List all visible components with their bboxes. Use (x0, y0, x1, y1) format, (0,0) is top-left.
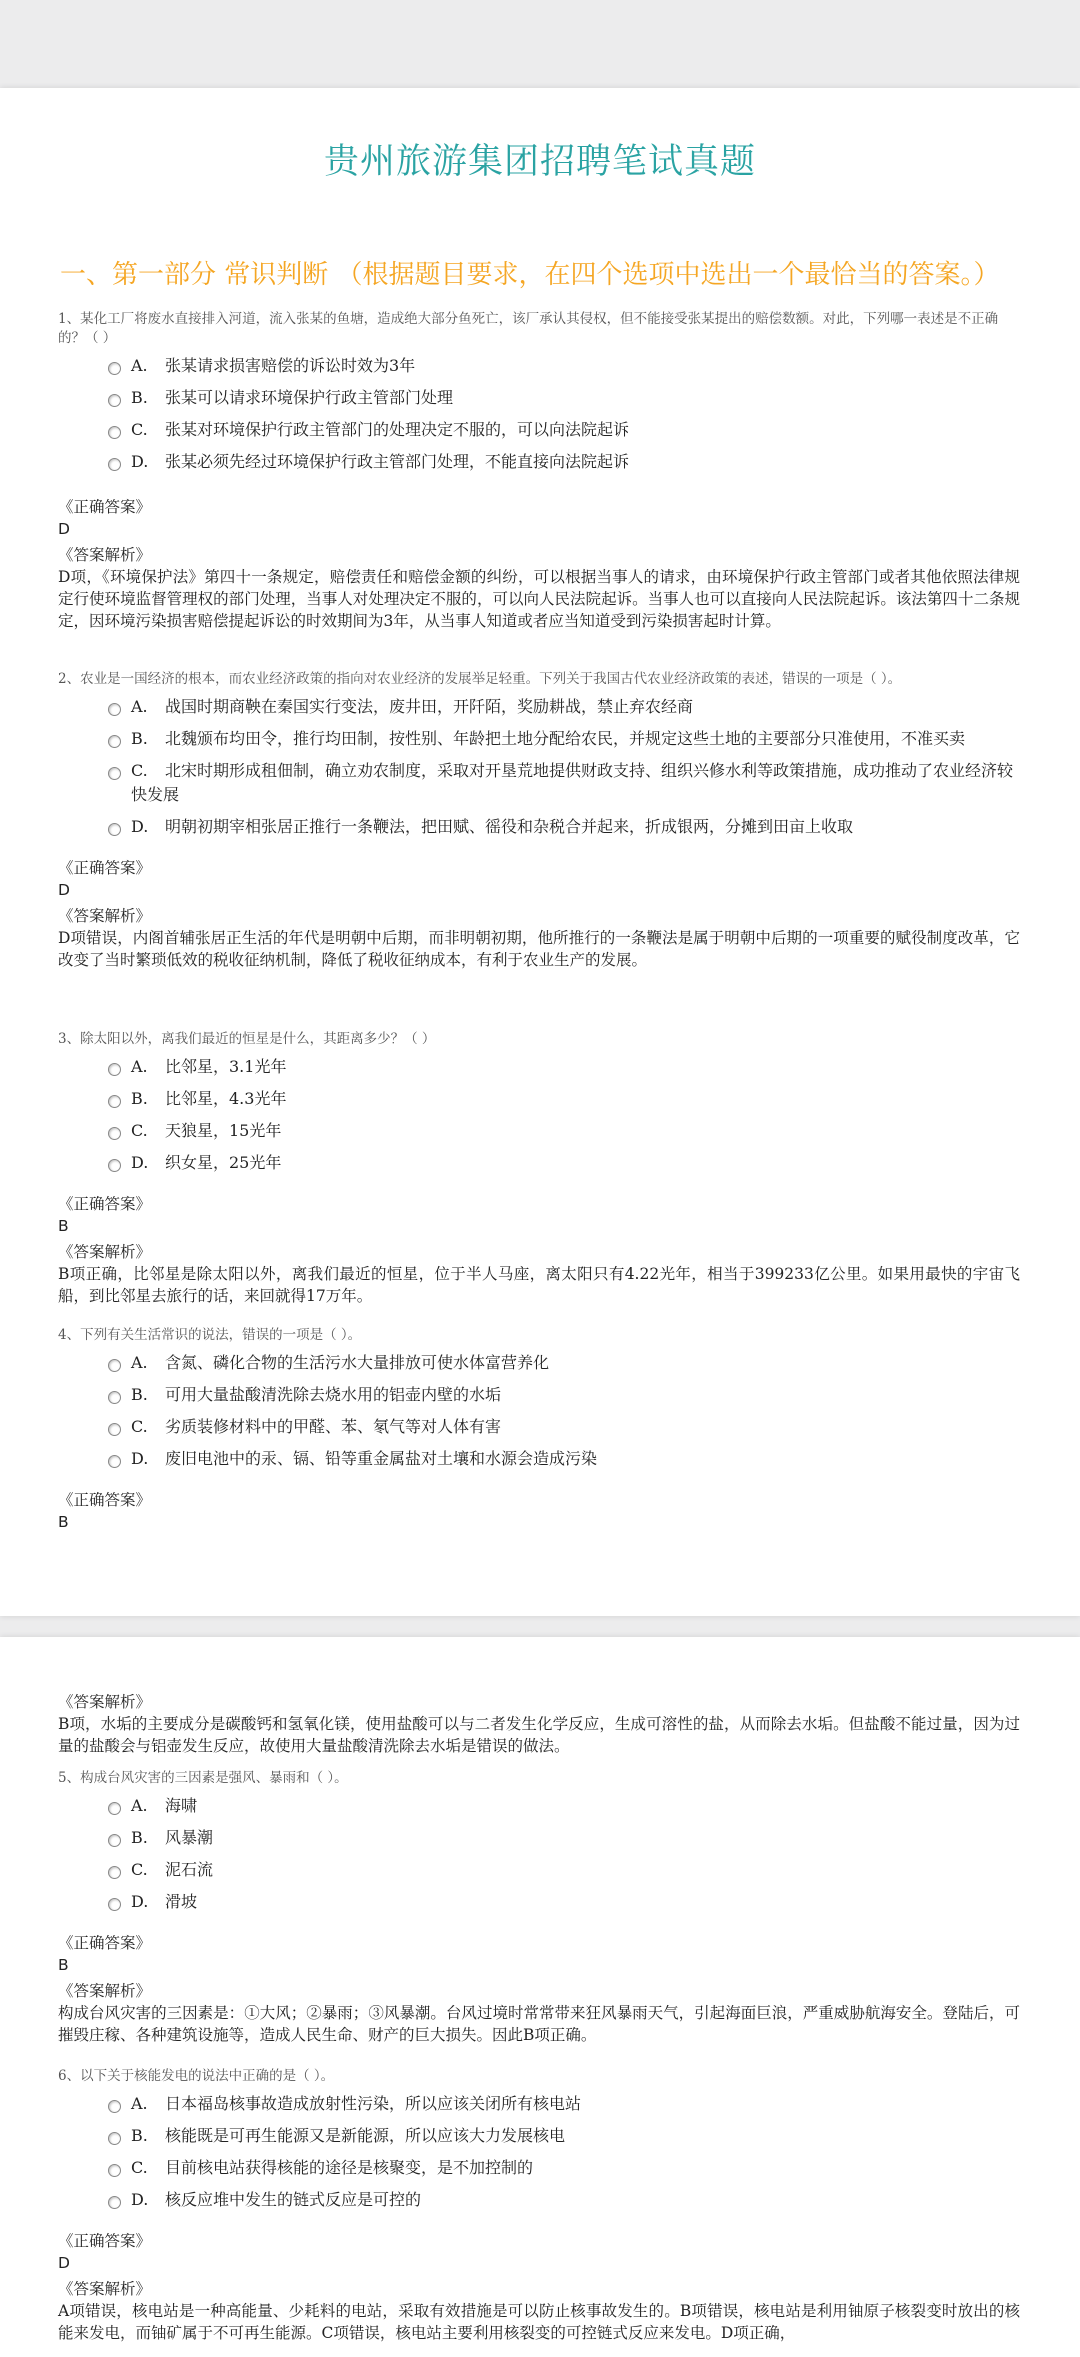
answer-label: 《正确答案》 (58, 1934, 152, 1952)
answer-label: 《正确答案》 (58, 2232, 152, 2250)
question-3 (58, 1030, 1020, 1307)
option-c[interactable]: C. 张某对环境保护行政主管部门的处理决定不服的，可以向法院起诉 (58, 418, 1020, 442)
option-a[interactable]: A. 比邻星，3.1光年 (58, 1055, 1020, 1079)
explanation-text: B项正确，比邻星是除太阳以外，离我们最近的恒星，位于半人马座，离太阳只有4.22光年，相当于399233亿公里。如果用最快的宇宙飞船，到比邻星去旅行的话，来回就得17万年。 (58, 1265, 1020, 1305)
option-b[interactable]: B. 张某可以请求环境保护行政主管部门处理 (58, 386, 1020, 410)
radio-button[interactable] (108, 1802, 121, 1815)
explanation-label: 《答案解析》 (58, 1982, 152, 2000)
answer-label: 《正确答案》 (58, 1491, 152, 1509)
option-d[interactable]: D. 织女星，25光年 (58, 1151, 1020, 1175)
answer-value: B (58, 1217, 69, 1235)
question-6 (58, 2067, 1020, 2344)
answer-value: D (58, 520, 70, 538)
radio-button[interactable] (108, 1834, 121, 1847)
question-1 (58, 310, 1020, 632)
answer-value: B (58, 1956, 69, 1974)
option-a[interactable]: A. 海啸 (58, 1794, 1020, 1818)
question-stem: 5、构成台风灾害的三因素是强风、暴雨和（ ）。 (58, 1770, 348, 1786)
option-a[interactable]: A. 含氮、磷化合物的生活污水大量排放可使水体富营养化 (58, 1351, 1020, 1375)
explanation-label: 《答案解析》 (58, 2280, 152, 2298)
radio-button[interactable] (108, 823, 121, 836)
radio-button[interactable] (108, 426, 121, 439)
radio-button[interactable] (108, 1866, 121, 1879)
option-c[interactable]: C. 天狼星，15光年 (58, 1119, 1020, 1143)
question-stem: 2、农业是一国经济的根本，而农业经济政策的指向对农业经济的发展举足轻重。下列关于我国古代农业经济政策的表述，错误的一项是（ ）。 (58, 671, 902, 687)
radio-button[interactable] (108, 1391, 121, 1404)
document-page-2 (0, 1637, 1080, 2357)
question-stem: 6、以下关于核能发电的说法中正确的是（ ）。 (58, 2068, 335, 2084)
explanation-text: A项错误，核电站是一种高能量、少耗料的电站，采取有效措施是可以防止核事故发生的。B项错误，核电站是利用铀原子核裂变时放出的核能来发电，而铀矿属于不可再生能源。C项错误，核电站主要利用核裂变的可控链式反应来发电。D项正确， (58, 2302, 1020, 2342)
option-a[interactable]: A. 战国时期商鞅在秦国实行变法，废井田，开阡陌，奖励耕战，禁止弃农经商 (58, 695, 1020, 719)
radio-button[interactable] (108, 2132, 121, 2145)
option-a[interactable]: A. 日本福岛核事故造成放射性污染，所以应该关闭所有核电站 (58, 2092, 1020, 2116)
radio-button[interactable] (108, 362, 121, 375)
document-title: 贵州旅游集团招聘笔试真题 (323, 142, 756, 182)
document-page-1 (0, 88, 1080, 1616)
option-b[interactable]: B. 北魏颁布均田令，推行均田制，按性别、年龄把土地分配给农民，并规定这些土地的主要部分只准使用，不准买卖 (58, 727, 1020, 751)
radio-button[interactable] (108, 1127, 121, 1140)
option-c[interactable]: C. 北宋时期形成租佃制，确立劝农制度，采取对开垦荒地提供财政支持、组织兴修水利等政策措施，成功推动了农业经济较快发展 (58, 759, 1020, 807)
option-d[interactable]: D. 废旧电池中的汞、镉、铅等重金属盐对土壤和水源会造成污染 (58, 1447, 1020, 1471)
radio-button[interactable] (108, 1095, 121, 1108)
radio-button[interactable] (108, 703, 121, 716)
radio-button[interactable] (108, 1063, 121, 1076)
radio-button[interactable] (108, 2164, 121, 2177)
answer-label: 《正确答案》 (58, 498, 152, 516)
answer-value: D (58, 881, 70, 899)
radio-button[interactable] (108, 735, 121, 748)
explanation-text: D项，《环境保护法》第四十一条规定，赔偿责任和赔偿金额的纠纷，可以根据当事人的请求，由环境保护行政主管部门或者其他依照法律规定行使环境监督管理权的部门处理，当事人对处理决定不服的，可以向人民法院起诉。当事人也可以直接向人民法院起诉。该法第四十二条规定，因环境污染损害赔偿提起诉讼的时效期间为3年，从当事人知道或者应当知道受到污染损害起时计算。 (58, 568, 1020, 630)
explanation-label: 《答案解析》 (58, 907, 152, 925)
answer-value: B (58, 1513, 69, 1531)
answer-value: D (58, 2254, 70, 2272)
option-d[interactable]: D. 张某必须先经过环境保护行政主管部门处理，不能直接向法院起诉 (58, 450, 1020, 474)
option-a[interactable]: A. 张某请求损害赔偿的诉讼时效为3年 (58, 354, 1020, 378)
question-4-explanation (58, 1687, 1020, 1757)
section-heading: 一、第一部分 常识判断 （根据题目要求，在四个选项中选出一个最恰当的答案。） (60, 260, 1000, 290)
explanation-label: 《答案解析》 (58, 1693, 152, 1711)
answer-label: 《正确答案》 (58, 1195, 152, 1213)
question-stem: 3、除太阳以外，离我们最近的恒星是什么，其距离多少？（ ） (58, 1031, 436, 1047)
radio-button[interactable] (108, 1455, 121, 1468)
option-b[interactable]: B. 可用大量盐酸清洗除去烧水用的铝壶内壁的水垢 (58, 1383, 1020, 1407)
radio-button[interactable] (108, 458, 121, 471)
radio-button[interactable] (108, 1359, 121, 1372)
option-b[interactable]: B. 比邻星，4.3光年 (58, 1087, 1020, 1111)
explanation-text: 构成台风灾害的三因素是：①大风；②暴雨；③风暴潮。台风过境时常常带来狂风暴雨天气，引起海面巨浪，严重威胁航海安全。登陆后，可摧毁庄稼、各种建筑设施等，造成人民生命、财产的巨大损失。因此B项正确。 (58, 2004, 1020, 2044)
option-c[interactable]: C. 劣质装修材料中的甲醛、苯、氡气等对人体有害 (58, 1415, 1020, 1439)
radio-button[interactable] (108, 2100, 121, 2113)
question-4 (58, 1326, 1020, 1533)
explanation-text: B项，水垢的主要成分是碳酸钙和氢氧化镁，使用盐酸可以与二者发生化学反应，生成可溶性的盐，从而除去水垢。但盐酸不能过量，因为过量的盐酸会与铝壶发生反应，故使用大量盐酸清洗除去水垢是错误的做法。 (58, 1715, 1020, 1755)
option-d[interactable]: D. 核反应堆中发生的链式反应是可控的 (58, 2188, 1020, 2212)
radio-button[interactable] (108, 1898, 121, 1911)
question-stem: 4、下列有关生活常识的说法，错误的一项是（ ）。 (58, 1327, 362, 1343)
question-stem: 1、某化工厂将废水直接排入河道，流入张某的鱼塘，造成绝大部分鱼死亡，该厂承认其侵权，但不能接受张某提出的赔偿数额。对此，下列哪一表述是不正确的？（ ） (58, 311, 999, 346)
explanation-label: 《答案解析》 (58, 1243, 152, 1261)
option-b[interactable]: B. 核能既是可再生能源又是新能源，所以应该大力发展核电 (58, 2124, 1020, 2148)
radio-button[interactable] (108, 767, 121, 780)
radio-button[interactable] (108, 2196, 121, 2209)
radio-button[interactable] (108, 1423, 121, 1436)
explanation-label: 《答案解析》 (58, 546, 152, 564)
option-d[interactable]: D. 滑坡 (58, 1890, 1020, 1914)
option-c[interactable]: C. 泥石流 (58, 1858, 1020, 1882)
option-b[interactable]: B. 风暴潮 (58, 1826, 1020, 1850)
question-5 (58, 1769, 1020, 2046)
radio-button[interactable] (108, 394, 121, 407)
option-d[interactable]: D. 明朝初期宰相张居正推行一条鞭法，把田赋、徭役和杂税合并起来，折成银两，分摊到田亩上收取 (58, 815, 1020, 839)
explanation-text: D项错误，内阁首辅张居正生活的年代是明朝中后期，而非明朝初期，他所推行的一条鞭法是属于明朝中后期的一项重要的赋役制度改革，它改变了当时繁琐低效的税收征纳机制，降低了税收征纳成本，有利于农业生产的发展。 (58, 929, 1020, 969)
answer-label: 《正确答案》 (58, 859, 152, 877)
option-c[interactable]: C. 目前核电站获得核能的途径是核聚变，是不加控制的 (58, 2156, 1020, 2180)
radio-button[interactable] (108, 1159, 121, 1172)
question-2 (58, 670, 1020, 971)
